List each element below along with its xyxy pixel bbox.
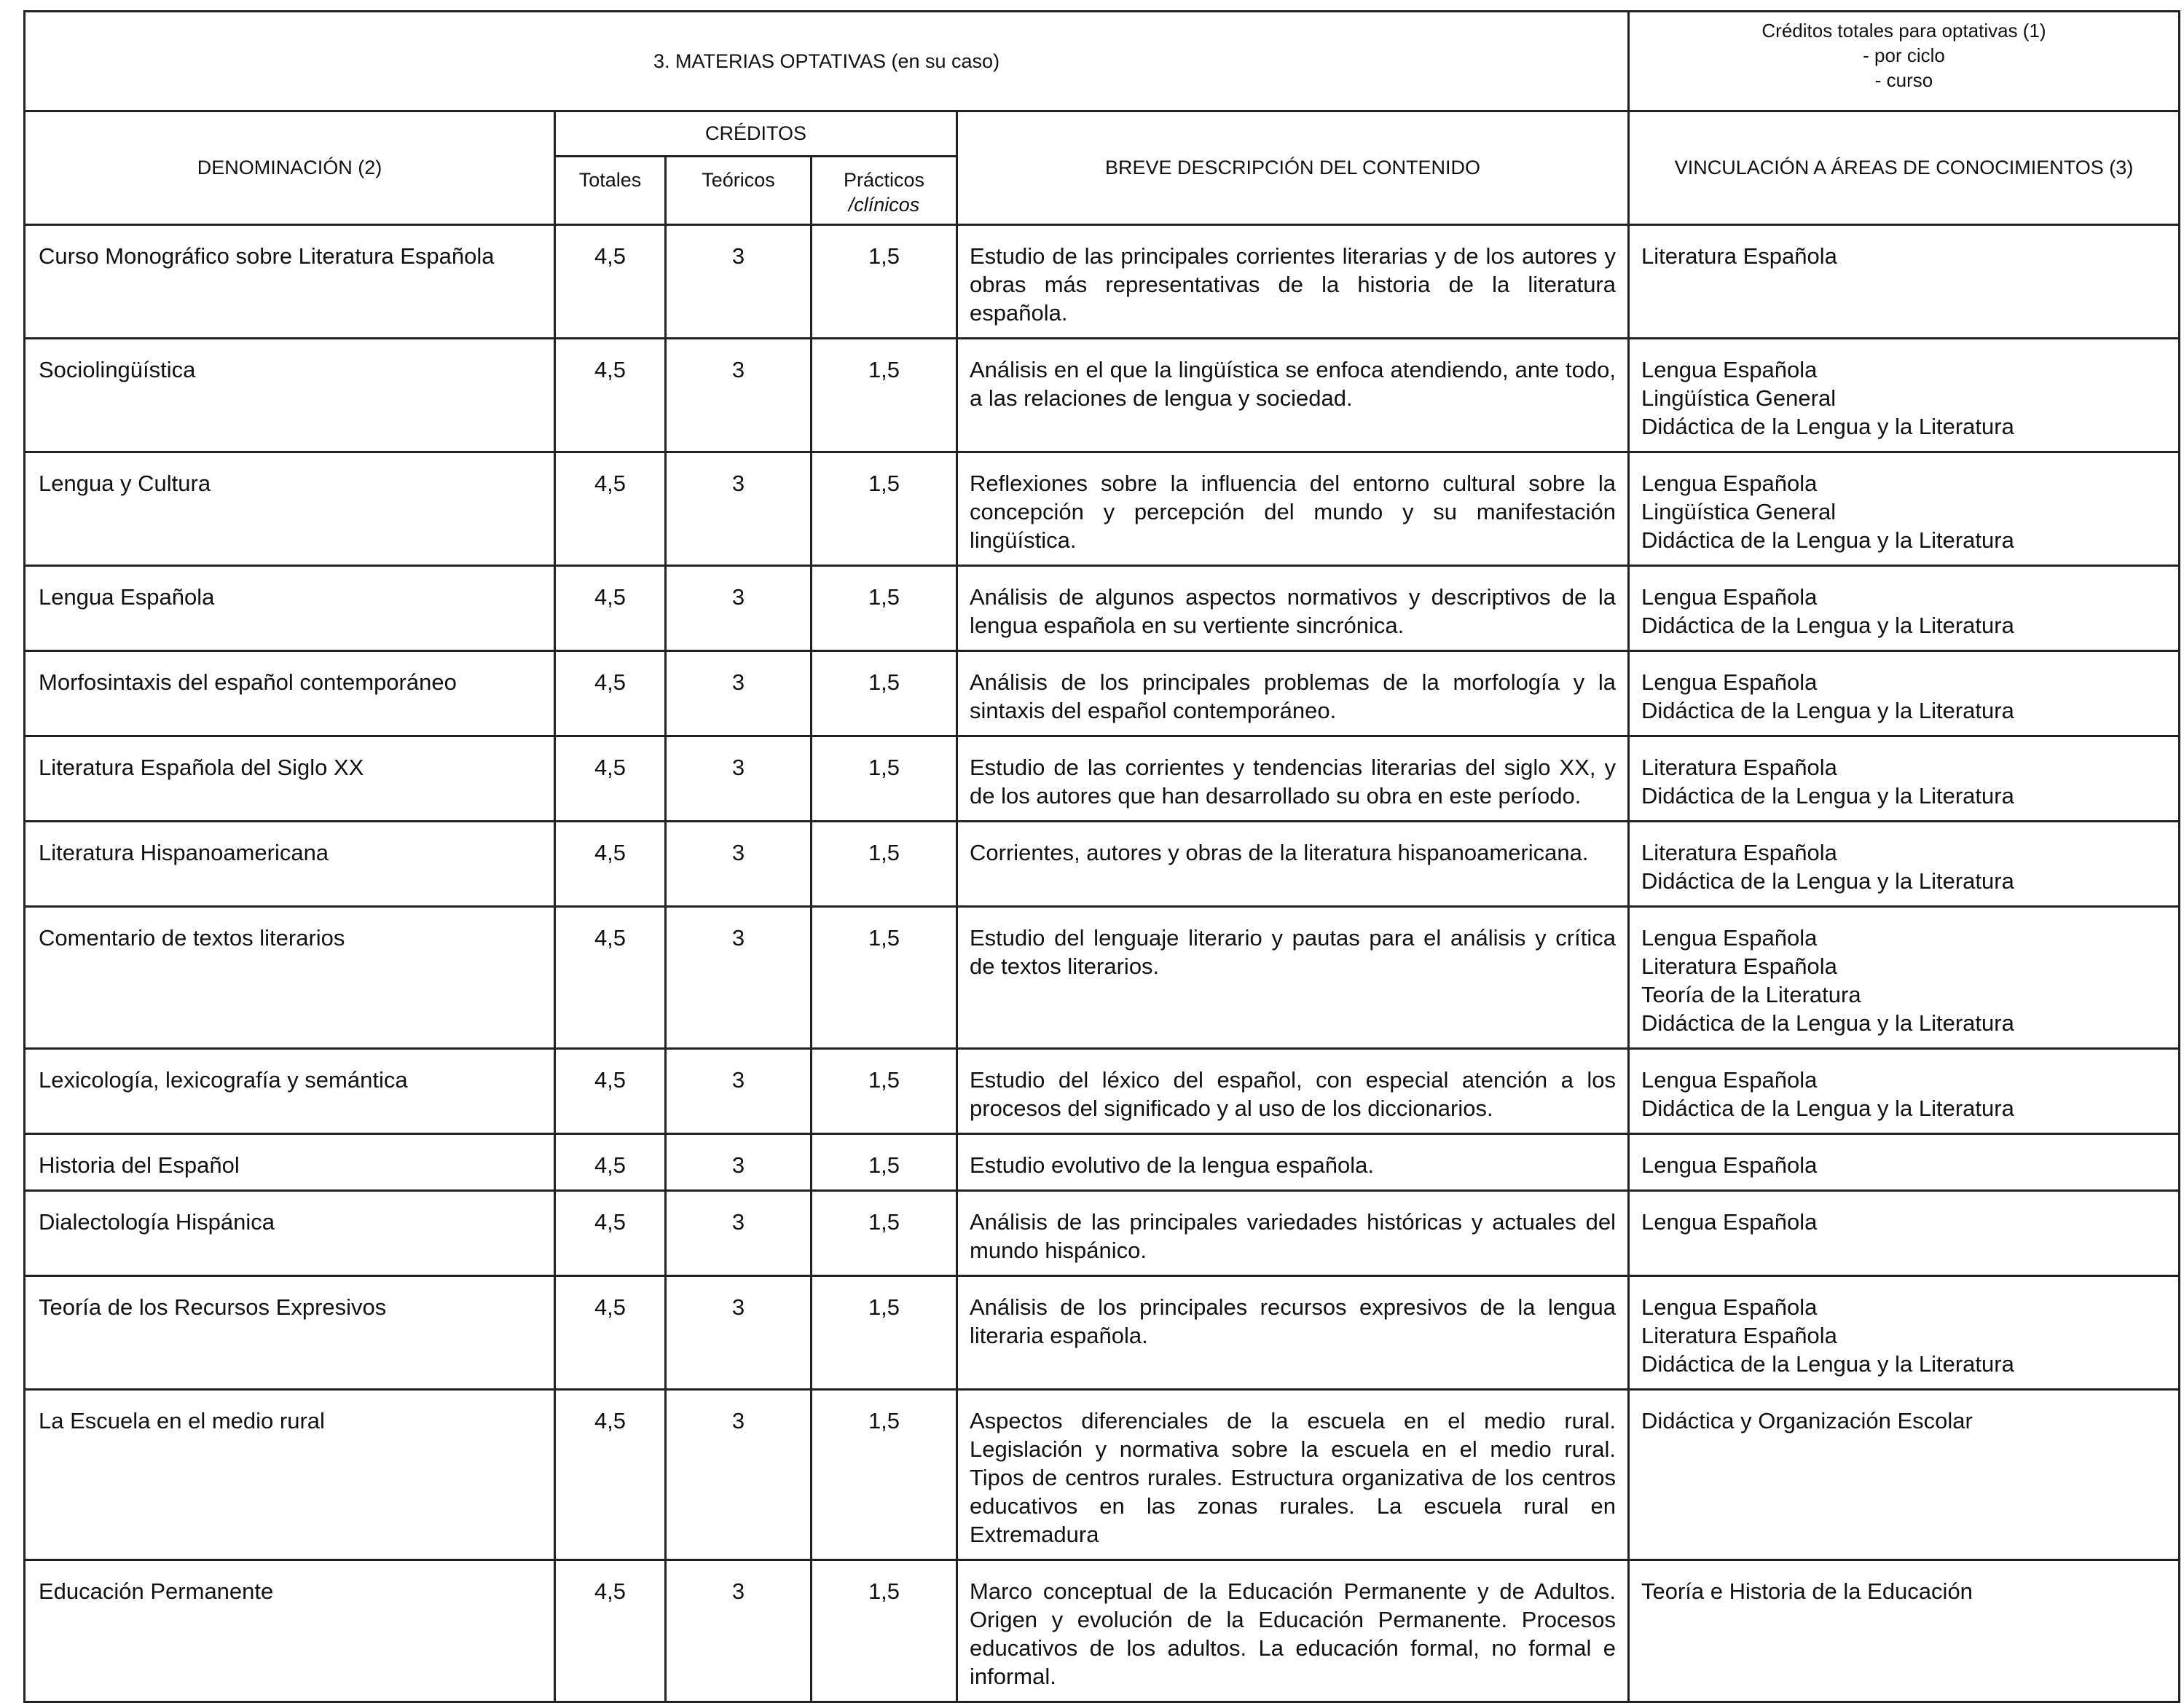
knowledge-areas (1629, 651, 2180, 736)
credits-totales: 4,5 (555, 452, 666, 566)
subject-name: Literatura Española del Siglo XX (25, 736, 555, 822)
knowledge-area-item: Teoría e Historia de la Educación (1641, 1578, 1973, 1604)
section-title: 3. MATERIAS OPTATIVAS (en su caso) (25, 12, 1629, 111)
credits-total-box (1629, 12, 2180, 111)
credits-practicos: 1,5 (812, 566, 957, 651)
content-description: Análisis de los principales problemas de la morfología y la sintaxis del español contemporáneo. (957, 651, 1629, 736)
credits-totales: 4,5 (555, 907, 666, 1049)
knowledge-areas (1629, 907, 2180, 1049)
knowledge-areas (1629, 1276, 2180, 1390)
credits-practicos: 1,5 (812, 907, 957, 1049)
knowledge-area-item: Didáctica de la Lengua y la Literatura (1641, 698, 2014, 723)
knowledge-area-item: Lingüística General (1641, 499, 1837, 524)
content-description: Estudio de las corrientes y tendencias literarias del siglo XX, y de los autores que han desarrollado su obra en este período. (957, 736, 1629, 822)
col-practicos (812, 157, 957, 225)
content-description: Corrientes, autores y obras de la literatura hispanoamericana. (957, 822, 1629, 907)
content-description: Estudio del lenguaje literario y pautas para el análisis y crítica de textos literarios. (957, 907, 1629, 1049)
credits-teoricos: 3 (666, 1049, 812, 1134)
table-row (25, 1191, 2180, 1276)
knowledge-area-item: Lingüística General (1641, 385, 1837, 411)
credits-totales: 4,5 (555, 1276, 666, 1390)
credits-teoricos: 3 (666, 1276, 812, 1390)
credits-totales: 4,5 (555, 1191, 666, 1276)
col-vinculacion: VINCULACIÓN A ÁREAS DE CONOCIMIENTOS (3) (1629, 111, 2180, 225)
table-row (25, 1049, 2180, 1134)
subject-name: La Escuela en el medio rural (25, 1390, 555, 1560)
knowledge-area-item: Lengua Española (1641, 357, 1818, 382)
content-description: Aspectos diferenciales de la escuela en el medio rural. Legislación y normativa sobre la escuela en el medio rural. Tipos de centros rurales. Estructura organizativa de los centros educativos en las zonas rurales. La escuela rural en Extremadura (957, 1390, 1629, 1560)
table-row (25, 1560, 2180, 1702)
credits-practicos: 1,5 (812, 822, 957, 907)
knowledge-area-item: Teoría de la Literatura (1641, 982, 1861, 1007)
knowledge-areas (1629, 566, 2180, 651)
subject-name: Comentario de textos literarios (25, 907, 555, 1049)
knowledge-area-item: Didáctica de la Lengua y la Literatura (1641, 1010, 2014, 1036)
credits-teoricos: 3 (666, 822, 812, 907)
table-body (25, 225, 2180, 1702)
table-row (25, 566, 2180, 651)
content-description: Estudio de las principales corrientes literarias y de los autores y obras más representativas de la historia de la literatura española. (957, 225, 1629, 339)
content-description: Estudio evolutivo de la lengua española. (957, 1134, 1629, 1191)
knowledge-area-item: Didáctica de la Lengua y la Literatura (1641, 1351, 2014, 1377)
subject-name: Literatura Hispanoamericana (25, 822, 555, 907)
knowledge-area-item: Didáctica y Organización Escolar (1641, 1408, 1973, 1433)
knowledge-area-item: Lengua Española (1641, 1294, 1818, 1320)
knowledge-areas (1629, 1191, 2180, 1276)
credits-teoricos: 3 (666, 1191, 812, 1276)
subject-name: Morfosintaxis del español contemporáneo (25, 651, 555, 736)
knowledge-areas (1629, 1049, 2180, 1134)
knowledge-areas (1629, 1134, 2180, 1191)
content-description: Análisis de los principales recursos expresivos de la lengua literaria española. (957, 1276, 1629, 1390)
knowledge-areas (1629, 1560, 2180, 1702)
col-descripcion: BREVE DESCRIPCIÓN DEL CONTENIDO (957, 111, 1629, 225)
content-description: Reflexiones sobre la influencia del entorno cultural sobre la concepción y percepción del mundo y su manifestación lingüística. (957, 452, 1629, 566)
credits-totales: 4,5 (555, 1390, 666, 1560)
subject-name: Teoría de los Recursos Expresivos (25, 1276, 555, 1390)
col-totales: Totales (555, 157, 666, 225)
credits-total-line: - curso (1874, 69, 1933, 91)
credits-teoricos: 3 (666, 651, 812, 736)
knowledge-areas (1629, 736, 2180, 822)
table-row (25, 339, 2180, 452)
knowledge-area-item: Lengua Española (1641, 1209, 1818, 1235)
credits-teoricos: 3 (666, 225, 812, 339)
credits-practicos: 1,5 (812, 1390, 957, 1560)
subject-name: Curso Monográfico sobre Literatura Española (25, 225, 555, 339)
table-row (25, 452, 2180, 566)
credits-practicos: 1,5 (812, 1276, 957, 1390)
table-row (25, 907, 2180, 1049)
knowledge-area-item: Lengua Española (1641, 1152, 1818, 1178)
content-description: Análisis de las principales variedades históricas y actuales del mundo hispánico. (957, 1191, 1629, 1276)
credits-totales: 4,5 (555, 1134, 666, 1191)
credits-teoricos: 3 (666, 566, 812, 651)
credits-total-line: - por ciclo (1863, 44, 1945, 66)
knowledge-area-item: Literatura Española (1641, 755, 1837, 780)
credits-totales: 4,5 (555, 1560, 666, 1702)
credits-teoricos: 3 (666, 339, 812, 452)
knowledge-area-item: Lengua Española (1641, 584, 1818, 610)
credits-teoricos: 3 (666, 907, 812, 1049)
subject-name: Historia del Español (25, 1134, 555, 1191)
knowledge-areas (1629, 1390, 2180, 1560)
header-row-1 (25, 111, 2180, 157)
table-row (25, 225, 2180, 339)
credits-totales: 4,5 (555, 1049, 666, 1134)
credits-totales: 4,5 (555, 566, 666, 651)
content-description: Marco conceptual de la Educación Permanente y de Adultos. Origen y evolución de la Educación Permanente. Procesos educativos de los adultos. La educación formal, no formal e informal. (957, 1560, 1629, 1702)
table-row (25, 1134, 2180, 1191)
optional-subjects-table (23, 10, 2180, 1703)
credits-totales: 4,5 (555, 736, 666, 822)
credits-practicos: 1,5 (812, 1191, 957, 1276)
credits-practicos: 1,5 (812, 1134, 957, 1191)
table-row (25, 1276, 2180, 1390)
col-denominacion: DENOMINACIÓN (2) (25, 111, 555, 225)
credits-practicos: 1,5 (812, 1049, 957, 1134)
knowledge-area-item: Lengua Española (1641, 925, 1818, 951)
knowledge-area-item: Literatura Española (1641, 840, 1837, 865)
credits-totales: 4,5 (555, 339, 666, 452)
credits-practicos: 1,5 (812, 1560, 957, 1702)
credits-total-line: Créditos totales para optativas (1) (1761, 20, 2046, 42)
table-row (25, 651, 2180, 736)
subject-name: Lengua Española (25, 566, 555, 651)
knowledge-area-item: Didáctica de la Lengua y la Literatura (1641, 527, 2014, 553)
col-creditos: CRÉDITOS (555, 111, 957, 157)
credits-teoricos: 3 (666, 1390, 812, 1560)
title-row (25, 12, 2180, 111)
subject-name: Lexicología, lexicografía y semántica (25, 1049, 555, 1134)
content-description: Estudio del léxico del español, con especial atención a los procesos del significado y al uso de los diccionarios. (957, 1049, 1629, 1134)
content-description: Análisis en el que la lingüística se enfoca atendiendo, ante todo, a las relaciones de lengua y sociedad. (957, 339, 1629, 452)
subject-name: Educación Permanente (25, 1560, 555, 1702)
knowledge-areas (1629, 225, 2180, 339)
table-row (25, 822, 2180, 907)
credits-teoricos: 3 (666, 1134, 812, 1191)
knowledge-areas (1629, 822, 2180, 907)
credits-teoricos: 3 (666, 452, 812, 566)
credits-practicos: 1,5 (812, 651, 957, 736)
knowledge-area-item: Didáctica de la Lengua y la Literatura (1641, 868, 2014, 894)
knowledge-area-item: Lengua Española (1641, 669, 1818, 695)
credits-totales: 4,5 (555, 651, 666, 736)
knowledge-area-item: Lengua Española (1641, 471, 1818, 496)
credits-teoricos: 3 (666, 1560, 812, 1702)
credits-practicos: 1,5 (812, 225, 957, 339)
knowledge-area-item: Literatura Española (1641, 953, 1837, 979)
col-practicos-label: Prácticos (843, 169, 925, 191)
subject-name: Lengua y Cultura (25, 452, 555, 566)
knowledge-area-item: Didáctica de la Lengua y la Literatura (1641, 613, 2014, 638)
knowledge-area-item: Literatura Española (1641, 243, 1837, 269)
credits-totales: 4,5 (555, 822, 666, 907)
col-clinicos-label: /clínicos (848, 194, 920, 216)
subject-name: Dialectología Hispánica (25, 1191, 555, 1276)
knowledge-area-item: Lengua Española (1641, 1067, 1818, 1093)
table-row (25, 1390, 2180, 1560)
knowledge-area-item: Didáctica de la Lengua y la Literatura (1641, 414, 2014, 439)
subject-name: Sociolingüística (25, 339, 555, 452)
credits-totales: 4,5 (555, 225, 666, 339)
knowledge-areas (1629, 452, 2180, 566)
credits-practicos: 1,5 (812, 452, 957, 566)
content-description: Análisis de algunos aspectos normativos y descriptivos de la lengua española en su vertiente sincrónica. (957, 566, 1629, 651)
col-teoricos: Teóricos (666, 157, 812, 225)
knowledge-areas (1629, 339, 2180, 452)
knowledge-area-item: Didáctica de la Lengua y la Literatura (1641, 1096, 2014, 1121)
credits-practicos: 1,5 (812, 736, 957, 822)
table-row (25, 736, 2180, 822)
credits-teoricos: 3 (666, 736, 812, 822)
knowledge-area-item: Literatura Española (1641, 1323, 1837, 1348)
credits-practicos: 1,5 (812, 339, 957, 452)
knowledge-area-item: Didáctica de la Lengua y la Literatura (1641, 783, 2014, 809)
